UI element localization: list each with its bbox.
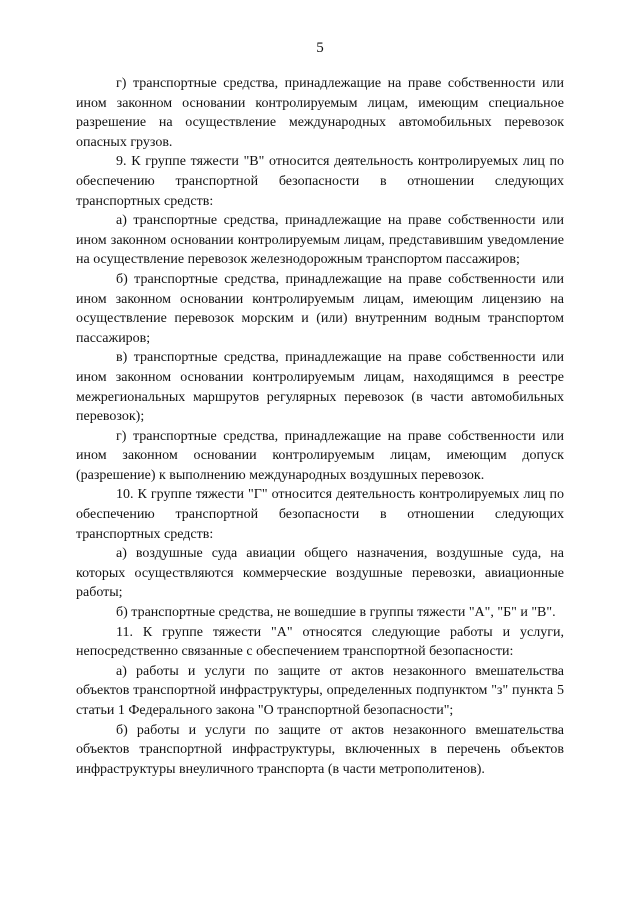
page-number: 5 — [316, 40, 324, 56]
paragraph-11b-metro: б) работы и услуги по защите от актов незаконного вмешательства объектов транспортной инфраструктуры, включенных в перечень объектов инфраструктуры внеуличного транспорта (в части метрополитенов). — [76, 722, 564, 777]
paragraph-1g-dangerous-goods: г) транспортные средства, принадлежащие на праве собственности или ином законном основании контролируемым лицам, имеющим специальное разрешение на осуществление международных автомобильных перевозок опасных грузов. — [76, 76, 564, 150]
paragraph-9v-interregional-routes: в) транспортные средства, принадлежащие на праве собственности или ином законном основании контролируемым лицам, находящимся в реестре межрегиональных маршрутов регулярных перевозок (в части автомобильных перевозок); — [76, 350, 564, 425]
paragraph-11a-infrastructure: а) работы и услуги по защите от актов незаконного вмешательства объектов транспортной инфраструктуры, определенных подпунктом "з" пункта 5 статьи 1 Федерального закона "О транспортной безопасности"; — [76, 663, 564, 718]
paragraph-10-group-g: 10. К группе тяжести "Г" относится деятельность контролируемых лиц по обеспечению транспортной безопасности в отношении следующих транспортных средств: — [76, 487, 564, 542]
paragraph-10a-aircraft: а) воздушные суда авиации общего назначения, воздушные суда, на которых осуществляются коммерческие воздушные перевозки, авиационные работы; — [76, 546, 564, 601]
paragraph-9-group-v: 9. К группе тяжести "В" относится деятельность контролируемых лиц по обеспечению транспортной безопасности в отношении следующих транспортных средств: — [76, 154, 564, 209]
paragraph-9a-railway: а) транспортные средства, принадлежащие на праве собственности или ином законном основании контролируемым лицам, представившим уведомление на осуществление перевозок железнодорожным транспортом пассажиров; — [76, 213, 564, 268]
document-body — [76, 74, 564, 779]
paragraph-11-group-a-works: 11. К группе тяжести "А" относятся следующие работы и услуги, непосредственно связанные с обеспечением транспортной безопасности: — [76, 624, 564, 660]
paragraph-10b-other-vehicles: б) транспортные средства, не вошедшие в группы тяжести "А", "Б" и "В". — [116, 605, 556, 621]
paragraph-9b-sea-inland-water: б) транспортные средства, принадлежащие на праве собственности или ином законном основании контролируемым лицам, имеющим лицензию на осуществление перевозок морским и (или) внутренним водным транспортом пассажиров; — [76, 271, 564, 346]
paragraph-9g-international-air: г) транспортные средства, принадлежащие на праве собственности или ином законном основании контролируемым лицам, имеющим допуск (разрешение) к выполнению международных воздушных перевозок. — [76, 428, 564, 483]
